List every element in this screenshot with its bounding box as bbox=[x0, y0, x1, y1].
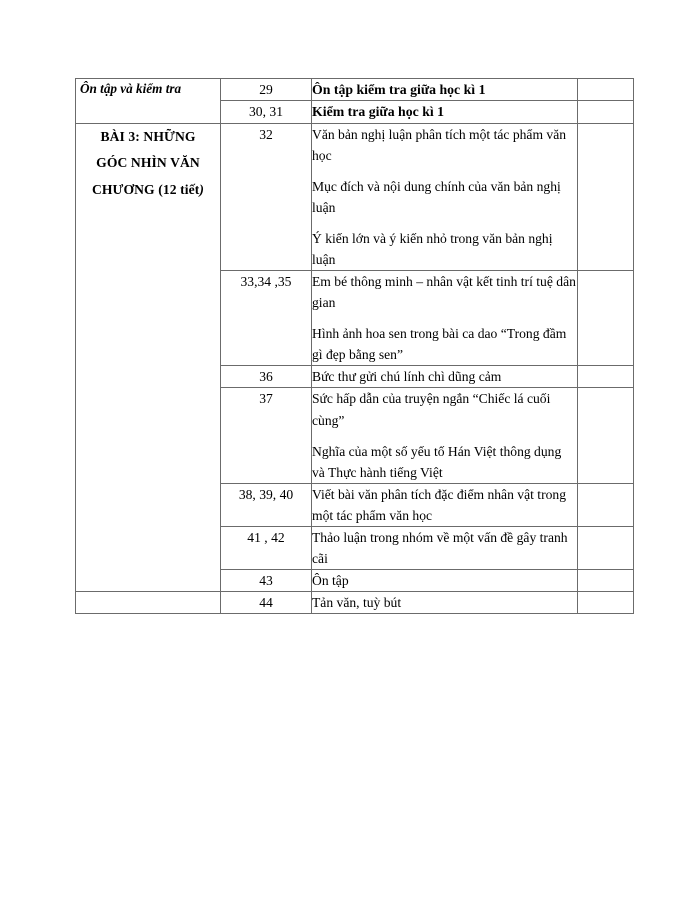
content-cell bbox=[312, 526, 578, 569]
period-numbers: 38, 39, 40 bbox=[238, 486, 294, 502]
content-cell bbox=[312, 388, 578, 483]
curriculum-table-container bbox=[75, 78, 633, 614]
period-cell bbox=[221, 101, 312, 123]
content-line: Bức thư gửi chú lính chì dũng cảm bbox=[312, 369, 502, 385]
table-row bbox=[76, 123, 634, 270]
content-line: Mục đích và nội dung chính của văn bản nghị luận bbox=[312, 178, 561, 215]
content-cell bbox=[312, 483, 578, 526]
unit-label-line-3-main: CHƯƠNG (12 tiết bbox=[91, 181, 200, 197]
period-cell bbox=[221, 123, 312, 270]
period-numbers: 41 , 42 bbox=[247, 529, 285, 545]
note-cell bbox=[578, 271, 634, 366]
unit-label: Ôn tập và kiểm tra bbox=[80, 81, 182, 96]
period-cell bbox=[221, 483, 312, 526]
unit-label-line-1: BÀI 3: NHỮNG bbox=[100, 128, 196, 144]
unit-label-line-3 bbox=[76, 177, 220, 204]
note-cell bbox=[578, 526, 634, 569]
content-cell bbox=[312, 79, 578, 101]
note-cell bbox=[578, 79, 634, 101]
content-line: Ôn tập kiểm tra giữa học kì 1 bbox=[312, 82, 486, 97]
content-cell bbox=[312, 101, 578, 123]
content-line: Tản văn, tuỳ bút bbox=[312, 595, 402, 610]
unit-label-line-2: GÓC NHÌN VĂN bbox=[96, 155, 200, 171]
period-cell bbox=[221, 79, 312, 101]
period-cell bbox=[221, 366, 312, 388]
curriculum-plan-table bbox=[75, 78, 634, 614]
period-numbers: 30, 31 bbox=[249, 104, 283, 120]
table-row bbox=[76, 79, 634, 101]
period-numbers: 32 bbox=[259, 126, 273, 142]
period-numbers: 37 bbox=[259, 391, 273, 407]
unit-label-line-3-paren: ) bbox=[199, 181, 205, 197]
content-cell bbox=[312, 569, 578, 591]
period-cell bbox=[221, 388, 312, 483]
unit-cell-on-tap-va-kiem-tra bbox=[76, 79, 221, 124]
period-numbers: 43 bbox=[259, 572, 273, 588]
note-cell bbox=[578, 123, 634, 270]
content-line: Nghĩa của một số yếu tố Hán Việt thông dụng và Thực hành tiếng Việt bbox=[312, 443, 562, 480]
content-line: Em bé thông minh – nhân vật kết tinh trí tuệ dân gian bbox=[312, 274, 576, 311]
content-line: Ý kiến lớn và ý kiến nhỏ trong văn bản nghị luận bbox=[312, 231, 553, 268]
table-row bbox=[76, 592, 634, 614]
content-line: Kiểm tra giữa học kì 1 bbox=[312, 104, 445, 120]
content-cell bbox=[312, 123, 578, 270]
note-cell bbox=[578, 388, 634, 483]
content-line: Văn bản nghị luận phân tích một tác phẩm văn học bbox=[312, 126, 567, 163]
content-cell bbox=[312, 366, 578, 388]
note-cell bbox=[578, 483, 634, 526]
period-numbers: 44 bbox=[259, 595, 273, 610]
note-cell bbox=[578, 366, 634, 388]
period-numbers: 33,34 ,35 bbox=[240, 274, 292, 290]
content-line: Ôn tập bbox=[312, 572, 349, 588]
content-cell bbox=[312, 271, 578, 366]
content-line: Hình ảnh hoa sen trong bài ca dao “Trong đầm gì đẹp bằng sen” bbox=[312, 326, 567, 363]
period-cell bbox=[221, 592, 312, 614]
unit-cell-empty bbox=[76, 592, 221, 614]
period-numbers: 29 bbox=[259, 82, 273, 97]
content-line: Sức hấp dẫn của truyện ngắn “Chiếc lá cuối cùng” bbox=[312, 391, 551, 428]
unit-cell-bai-3 bbox=[76, 123, 221, 591]
content-line: Thảo luận trong nhóm về một vấn đề gây tranh cãi bbox=[312, 529, 568, 566]
content-cell bbox=[312, 592, 578, 614]
note-cell bbox=[578, 101, 634, 123]
period-cell bbox=[221, 271, 312, 366]
note-cell bbox=[578, 592, 634, 614]
period-cell bbox=[221, 569, 312, 591]
period-cell bbox=[221, 526, 312, 569]
unit-label bbox=[76, 124, 220, 204]
note-cell bbox=[578, 569, 634, 591]
content-line: Viết bài văn phân tích đặc điểm nhân vật trong một tác phẩm văn học bbox=[312, 486, 566, 523]
period-numbers: 36 bbox=[259, 369, 273, 385]
